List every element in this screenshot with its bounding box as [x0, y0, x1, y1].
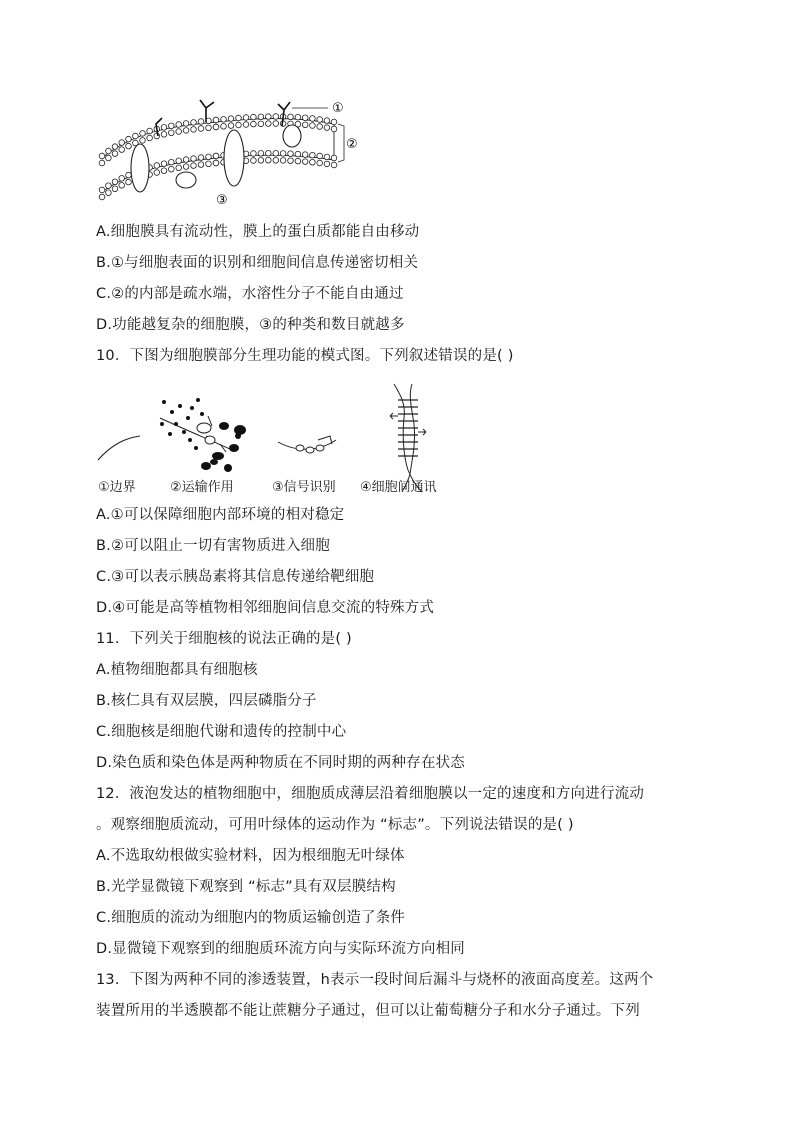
phospholipid-head — [126, 136, 132, 142]
phospholipid-head — [176, 129, 182, 135]
phospholipid-head — [112, 179, 118, 185]
molecule-dot — [178, 404, 182, 408]
molecule-dot — [194, 446, 198, 450]
phospholipid-head — [302, 152, 308, 158]
molecule-dot — [186, 416, 190, 420]
phospholipid-head — [251, 151, 257, 157]
phospholipid-head — [251, 158, 257, 164]
phospholipid-head — [176, 158, 182, 164]
label-2: ② — [346, 137, 358, 152]
phospholipid-head — [288, 158, 294, 164]
phospholipid-head — [176, 165, 182, 171]
phospholipid-head — [236, 122, 242, 128]
q13-stem-line2: 装置所用的半透膜都不能让蔗糖分子通过，但可以让葡萄糖分子和水分子通过。下列 — [96, 1003, 640, 1019]
phospholipid-head — [206, 154, 212, 160]
phospholipid-head — [310, 116, 316, 122]
phospholipid-head — [243, 115, 249, 121]
phospholipid-head — [99, 194, 105, 200]
fig-label-signal: ③信号识别 — [272, 480, 336, 495]
phospholipid-head — [191, 156, 197, 162]
q12-option-c: C.细胞质的流动为细胞内的物质运输创造了条件 — [96, 910, 406, 926]
phospholipid-head — [106, 148, 112, 154]
phospholipid-head — [169, 159, 175, 165]
phospholipid-head — [161, 132, 167, 138]
phospholipid-head — [206, 161, 212, 167]
q11-stem: 11．下列关于细胞核的说法正确的是( ) — [96, 631, 352, 647]
phospholipid-head — [191, 120, 197, 126]
phospholipid-head — [228, 116, 234, 122]
phospholipid-head — [140, 131, 146, 137]
phospholipid-head — [295, 158, 301, 164]
phospholipid-head — [266, 114, 272, 120]
phospholipid-head — [310, 123, 316, 129]
q12-option-a: A.不选取幼根做实验材料，因为根细胞无叶绿体 — [96, 848, 405, 864]
phospholipid-head — [317, 153, 323, 159]
phospholipid-head — [119, 183, 125, 189]
phospholipid-head — [331, 126, 337, 132]
phospholipid-head — [266, 121, 272, 127]
phospholipid-head — [280, 151, 286, 157]
fig-label-communication: ④细胞间通讯 — [360, 480, 437, 495]
phospholipid-head — [273, 151, 279, 157]
boundary-sketch — [98, 436, 140, 460]
q10-option-b: B.②可以阻止一切有害物质进入细胞 — [96, 538, 330, 554]
q10-option-a: A.①可以保障细胞内部环境的相对稳定 — [96, 507, 345, 523]
phospholipid-head — [243, 122, 249, 128]
phospholipid-head — [112, 151, 118, 157]
phospholipid-head — [169, 123, 175, 129]
phospholipid-head — [154, 170, 160, 176]
phospholipid-head — [331, 162, 337, 168]
phospholipid-head — [213, 160, 219, 166]
q10-option-c: C.③可以表示胰岛素将其信息传递给靶细胞 — [96, 569, 375, 585]
phospholipid-head — [213, 153, 219, 159]
phospholipid-head — [288, 114, 294, 120]
phospholipid-head — [310, 152, 316, 158]
q9-option-d: D.功能越复杂的细胞膜，③的种类和数目就越多 — [96, 317, 405, 333]
phospholipid-head — [112, 186, 118, 192]
q11-option-b: B.核仁具有双层膜，四层磷脂分子 — [96, 693, 317, 709]
phospholipid-head — [324, 118, 330, 124]
phospholipid-head — [154, 163, 160, 169]
molecule-dot — [200, 412, 204, 416]
molecule-dot — [196, 398, 200, 402]
phospholipid-head — [133, 133, 139, 139]
molecule-dot — [160, 422, 164, 426]
phospholipid-head — [258, 114, 264, 120]
transport-sketch — [160, 398, 246, 472]
q9-option-b: B.①与细胞表面的识别和细胞间信息传递密切相关 — [96, 255, 419, 271]
molecule-dot — [182, 430, 186, 434]
signal-recognition-sketch — [278, 436, 336, 453]
phospholipid-head — [169, 166, 175, 172]
phospholipid-head — [324, 161, 330, 167]
phospholipid-head — [161, 161, 167, 167]
phospholipid-head — [147, 128, 153, 134]
phospholipid-head — [140, 138, 146, 144]
phospholipid-head — [266, 157, 272, 163]
q13-stem-line1: 13．下图为两种不同的渗透装置，h表示一段时间后漏斗与烧杯的液面高度差。这两个 — [96, 972, 654, 988]
phospholipid-head — [295, 114, 301, 120]
phospholipid-head — [183, 164, 189, 170]
phospholipid-head — [251, 114, 257, 120]
phospholipid-head — [317, 117, 323, 123]
fig-label-transport: ②运输作用 — [170, 480, 234, 495]
q11-option-c: C.细胞核是细胞代谢和遗传的控制中心 — [96, 724, 347, 740]
phospholipid-head — [258, 121, 264, 127]
phospholipid-head — [324, 125, 330, 131]
q12-stem-line2: 。观察细胞质流动，可用叶绿体的运动作为 “标志”。下列说法错误的是( ) — [96, 817, 574, 833]
phospholipid-head — [317, 124, 323, 130]
phospholipid-head — [198, 155, 204, 161]
phospholipid-head — [331, 119, 337, 125]
phospholipid-head — [288, 151, 294, 157]
phospholipid-head — [147, 135, 153, 141]
phospholipid-head — [99, 160, 105, 166]
phospholipid-head — [302, 115, 308, 121]
molecule-dot — [162, 400, 166, 404]
phospholipid-head — [154, 133, 160, 139]
phospholipid-head — [99, 153, 105, 159]
phospholipid-head — [228, 123, 234, 129]
phospholipid-head — [161, 168, 167, 174]
cell-membrane-diagram — [96, 96, 368, 208]
phospholipid-head — [126, 143, 132, 149]
phospholipid-head — [119, 147, 125, 153]
phospholipid-head — [273, 121, 279, 127]
phospholipid-head — [106, 155, 112, 161]
phospholipid-head — [191, 163, 197, 169]
phospholipid-head — [258, 158, 264, 164]
label-1: ① — [332, 101, 344, 116]
phospholipid-head — [213, 124, 219, 130]
q9-option-a: A.细胞膜具有流动性，膜上的蛋白质都能自由移动 — [96, 224, 420, 240]
phospholipid-head — [119, 176, 125, 182]
phospholipid-head — [221, 124, 227, 130]
phospholipid-head — [266, 150, 272, 156]
phospholipid-head — [317, 160, 323, 166]
q12-stem-line1: 12．液泡发达的植物细胞中，细胞质成薄层沿着细胞膜以一定的速度和方向进行流动 — [96, 786, 645, 802]
molecule-dot — [170, 410, 174, 414]
phospholipid-head — [302, 122, 308, 128]
phospholipid-head — [183, 128, 189, 134]
q12-option-d: D.显微镜下观察到的细胞质环流方向与实际环流方向相同 — [96, 941, 465, 957]
phospholipid-head — [206, 125, 212, 131]
q10-option-d: D.④可能是高等植物相邻细胞间信息交流的特殊方式 — [96, 600, 435, 616]
phospholipid-head — [295, 151, 301, 157]
phospholipid-head — [161, 125, 167, 131]
phospholipid-head — [183, 157, 189, 163]
phospholipid-head — [106, 183, 112, 189]
phospholipid-head — [176, 122, 182, 128]
label-3: ③ — [216, 193, 228, 208]
fig-label-boundary: ①边界 — [98, 480, 136, 495]
q10-stem: 10．下图为细胞膜部分生理功能的模式图。下列叙述错误的是( ) — [96, 348, 514, 364]
phospholipid-head — [251, 121, 257, 127]
phospholipid-head — [213, 117, 219, 123]
q9-option-c: C.②的内部是疏水端，水溶性分子不能自由通过 — [96, 286, 404, 302]
molecule-dot — [168, 432, 172, 436]
phospholipid-head — [273, 158, 279, 164]
molecule-dot — [188, 438, 192, 442]
phospholipid-head — [183, 121, 189, 127]
molecule-dot — [190, 406, 194, 410]
phospholipid-head — [324, 154, 330, 160]
phospholipid-head — [126, 179, 132, 185]
phospholipid-head — [198, 162, 204, 168]
phospholipid-head — [191, 127, 197, 133]
phospholipid-head — [331, 155, 337, 161]
phospholipid-head — [119, 140, 125, 146]
phospholipid-head — [302, 159, 308, 165]
phospholipid-head — [169, 130, 175, 136]
phospholipid-head — [99, 187, 105, 193]
phospholipid-head — [273, 114, 279, 120]
phospholipid-head — [106, 190, 112, 196]
phospholipid-head — [221, 117, 227, 123]
q11-option-a: A.植物细胞都具有细胞核 — [96, 662, 258, 678]
q11-option-d: D.染色质和染色体是两种物质在不同时期的两种存在状态 — [96, 755, 465, 771]
phospholipid-head — [258, 151, 264, 157]
phospholipid-head — [280, 158, 286, 164]
phospholipid-head — [112, 144, 118, 150]
phospholipid-head — [236, 115, 242, 121]
phospholipid-head — [198, 126, 204, 132]
phospholipid-head — [198, 119, 204, 125]
molecule-dot — [174, 422, 178, 426]
phospholipid-head — [310, 159, 316, 165]
phospholipid-head — [126, 172, 132, 178]
q12-option-b: B.光学显微镜下观察到 “标志”具有双层膜结构 — [96, 879, 396, 895]
